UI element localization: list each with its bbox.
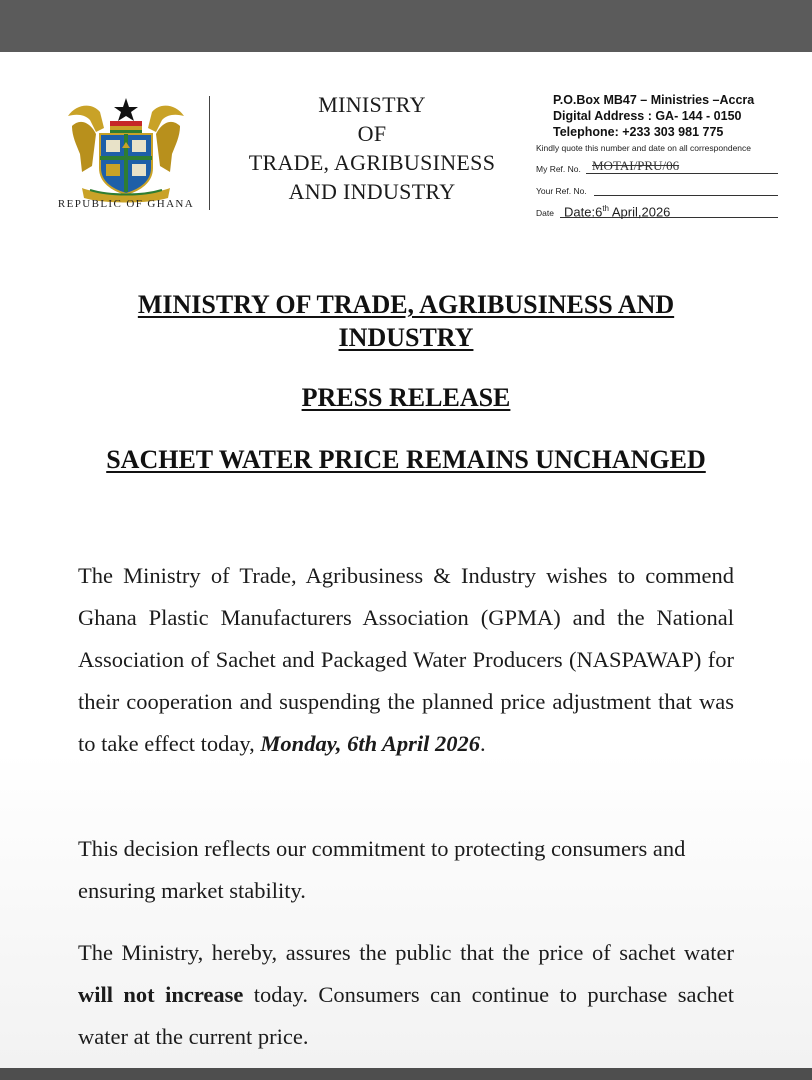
- screen-bottom-bar: [0, 1068, 812, 1080]
- my-ref-value: MOTAI/PRU/06: [592, 158, 680, 173]
- ministry-line: AND INDUSTRY: [288, 179, 456, 204]
- digital-address: Digital Address : GA- 144 - 0150: [553, 109, 742, 123]
- date-value: Date:6th April,2026: [564, 203, 671, 219]
- screen-top-bar: [0, 0, 812, 52]
- your-ref-line: [594, 195, 778, 196]
- letterhead-divider: [209, 96, 210, 210]
- telephone: Telephone: +233 303 981 775: [553, 125, 724, 139]
- document-heading: [60, 288, 752, 354]
- ghana-coat-of-arms-icon: [62, 96, 190, 206]
- my-ref-label: My Ref. No.: [536, 164, 581, 174]
- my-ref-row: [536, 155, 798, 177]
- date-row: [536, 199, 798, 221]
- republic-of-ghana-label: REPUBLIC OF GHANA: [57, 198, 195, 210]
- paragraph-1: The Ministry of Trade, Agribusiness & Industry wishes to commend Ghana Plastic Manufacturers Association (GPMA) and the National Association of Sachet and Packaged Water Producers (NASPAWAP) for their cooperation and suspending the planned price adjustment that was to take effect today, Monday, 6th April 2026.: [78, 563, 734, 756]
- date-label: Date: [536, 208, 554, 218]
- heading-line-1: MINISTRY OF TRADE, AGRIBUSINESS AND: [137, 290, 675, 319]
- press-release-page: [0, 52, 812, 1068]
- your-ref-label: Your Ref. No.: [536, 186, 587, 196]
- ministry-line: MINISTRY: [318, 92, 426, 117]
- press-release-title: PRESS RELEASE: [301, 383, 511, 412]
- postal-address: P.O.Box MB47 – Ministries –Accra: [553, 93, 755, 107]
- ministry-name-block: [228, 90, 516, 206]
- subject-title: SACHET WATER PRICE REMAINS UNCHANGED: [106, 445, 706, 474]
- quote-note: Kindly quote this number and date on all correspondence: [536, 143, 752, 153]
- date-emphasis: Monday, 6th April 2026: [260, 731, 481, 756]
- your-ref-row: [536, 177, 798, 199]
- no-increase-emphasis: will not increase: [78, 982, 244, 1007]
- heading-line-2: INDUSTRY: [338, 323, 474, 352]
- paragraph-3: The Ministry, hereby, assures the public that the price of sachet water will not increase today. Consumers can continue to purchase sachet water at the current price.: [78, 940, 734, 1049]
- address-block: [536, 92, 798, 221]
- ministry-line: TRADE, AGRIBUSINESS: [248, 150, 496, 175]
- paragraph-2: This decision reflects our commitment to protecting consumers and ensuring market stability.: [78, 836, 686, 903]
- ministry-line: OF: [357, 121, 387, 146]
